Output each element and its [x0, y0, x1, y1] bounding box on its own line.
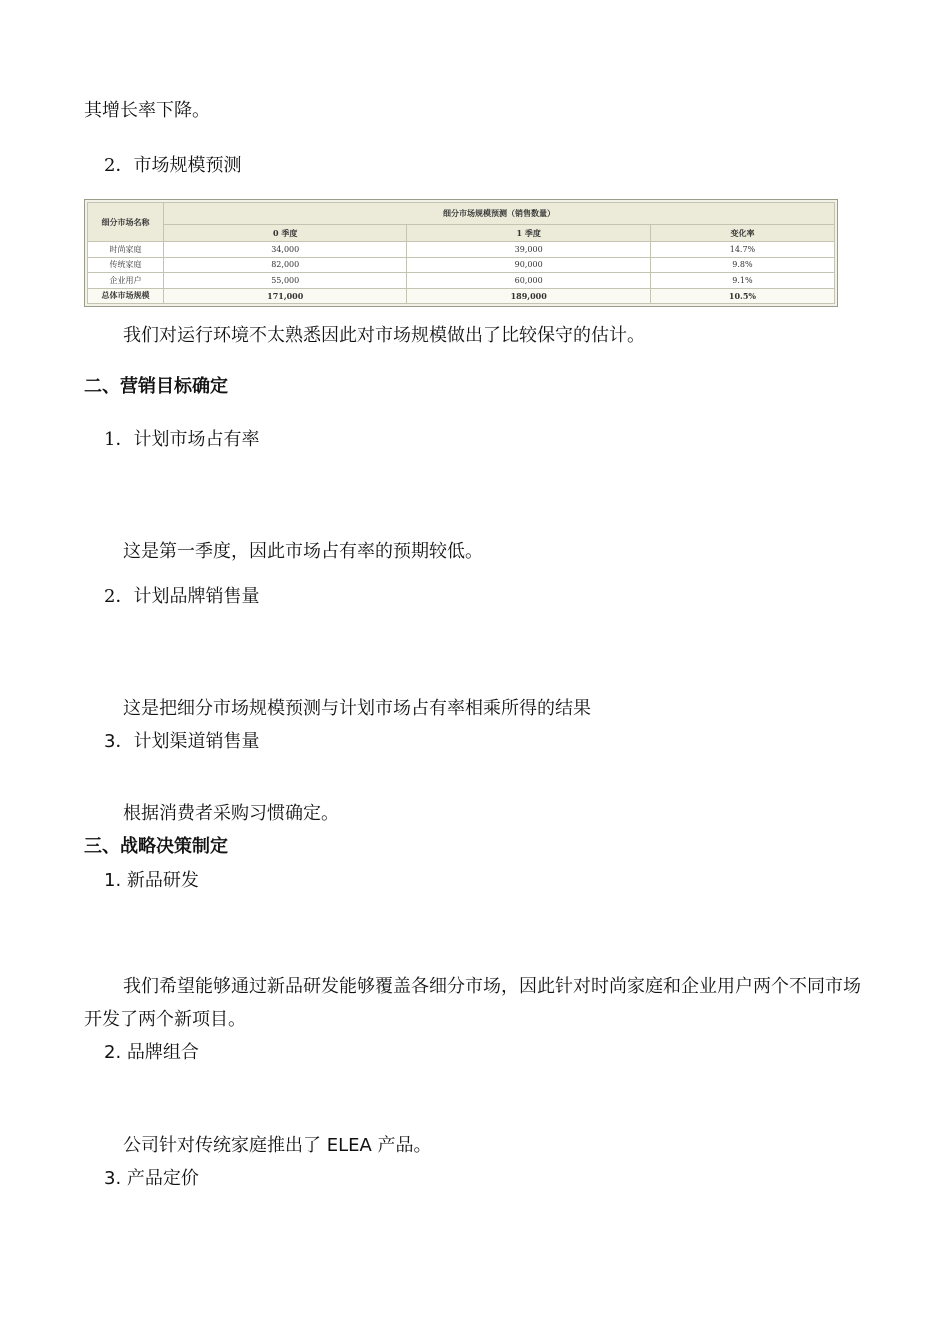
paragraph-purchase-habits: 根据消费者采购习惯确定。 — [123, 803, 339, 824]
col-header-rate: 变化率 — [650, 225, 834, 242]
cell-q1: 90,000 — [407, 257, 650, 273]
paragraph-rd-coverage: 我们希望能够通过新品研发能够覆盖各细分市场，因此针对时尚家庭和企业用户两个不同市场 — [123, 976, 861, 997]
item-number: 3 — [104, 731, 116, 752]
paragraph-first-quarter: 这是第一季度，因此市场占有率的预期较低。 — [123, 541, 483, 562]
paragraph-multiplication-result: 这是把细分市场规模预测与计划市场占有率相乘所得的结果 — [123, 698, 591, 719]
cell-q1: 189,000 — [407, 288, 650, 304]
cell-q0: 82,000 — [164, 257, 407, 273]
row-name: 企业用户 — [88, 273, 164, 289]
row-name: 传统家庭 — [88, 257, 164, 273]
cell-rate: 9.8% — [650, 257, 834, 273]
item-number: 3. — [104, 1168, 122, 1189]
subheading-brand-portfolio — [104, 1041, 199, 1065]
item-number: 1. — [104, 870, 122, 891]
subheading-product-pricing — [104, 1167, 199, 1191]
paragraph-rd-coverage-cont: 开发了两个新项目。 — [84, 1009, 246, 1030]
cell-q1: 39,000 — [407, 242, 650, 258]
item-number: 1 — [104, 429, 116, 450]
item-text: ．计划市场占有率 — [115, 429, 260, 450]
heading-strategy-decisions: 三、战略决策制定 — [84, 836, 228, 857]
heading-marketing-goals: 二、营销目标确定 — [84, 376, 228, 397]
cell-q1: 60,000 — [407, 273, 650, 289]
subheading-market-size-forecast — [104, 154, 241, 178]
item-text: 品牌组合 — [126, 1042, 199, 1063]
table-row — [88, 257, 835, 273]
market-size-grid — [87, 202, 835, 304]
paragraph-conservative-estimate: 我们对运行环境不太熟悉因此对市场规模做出了比较保守的估计。 — [123, 325, 645, 346]
item-text: 产品定价 — [126, 1168, 199, 1189]
subheading-planned-channel-sales — [104, 730, 259, 754]
item-text: ．计划品牌销售量 — [115, 586, 260, 607]
table-row — [88, 242, 835, 258]
col-header-q1: 1 季度 — [407, 225, 650, 242]
subheading-planned-market-share — [104, 428, 259, 452]
item-text: ．市场规模预测 — [115, 155, 242, 176]
cell-rate: 14.7% — [650, 242, 834, 258]
market-size-table — [84, 199, 838, 307]
cell-rate: 10.5% — [650, 288, 834, 304]
cell-q0: 34,000 — [164, 242, 407, 258]
item-text: ．计划渠道销售量 — [115, 731, 260, 752]
paragraph-elea-product: 公司针对传统家庭推出了 ELEA 产品。 — [123, 1135, 432, 1156]
cell-q0: 55,000 — [164, 273, 407, 289]
item-number: 2 — [104, 155, 116, 176]
row-name: 时尚家庭 — [88, 242, 164, 258]
table-row-total — [88, 288, 835, 304]
cell-q0: 171,000 — [164, 288, 407, 304]
cell-rate: 9.1% — [650, 273, 834, 289]
subheading-planned-brand-sales — [104, 585, 259, 609]
row-name: 总体市场规模 — [88, 288, 164, 304]
item-number: 2. — [104, 1042, 122, 1063]
corner-header: 细分市场名称 — [88, 203, 164, 242]
table-row — [88, 273, 835, 289]
item-text: 新品研发 — [126, 870, 199, 891]
paragraph-growth-decline: 其增长率下降。 — [84, 100, 210, 121]
col-header-q0: 0 季度 — [164, 225, 407, 242]
group-header: 细分市场规模预测（销售数量） — [164, 203, 835, 225]
subheading-new-product-rd — [104, 869, 199, 893]
item-number: 2 — [104, 586, 116, 607]
